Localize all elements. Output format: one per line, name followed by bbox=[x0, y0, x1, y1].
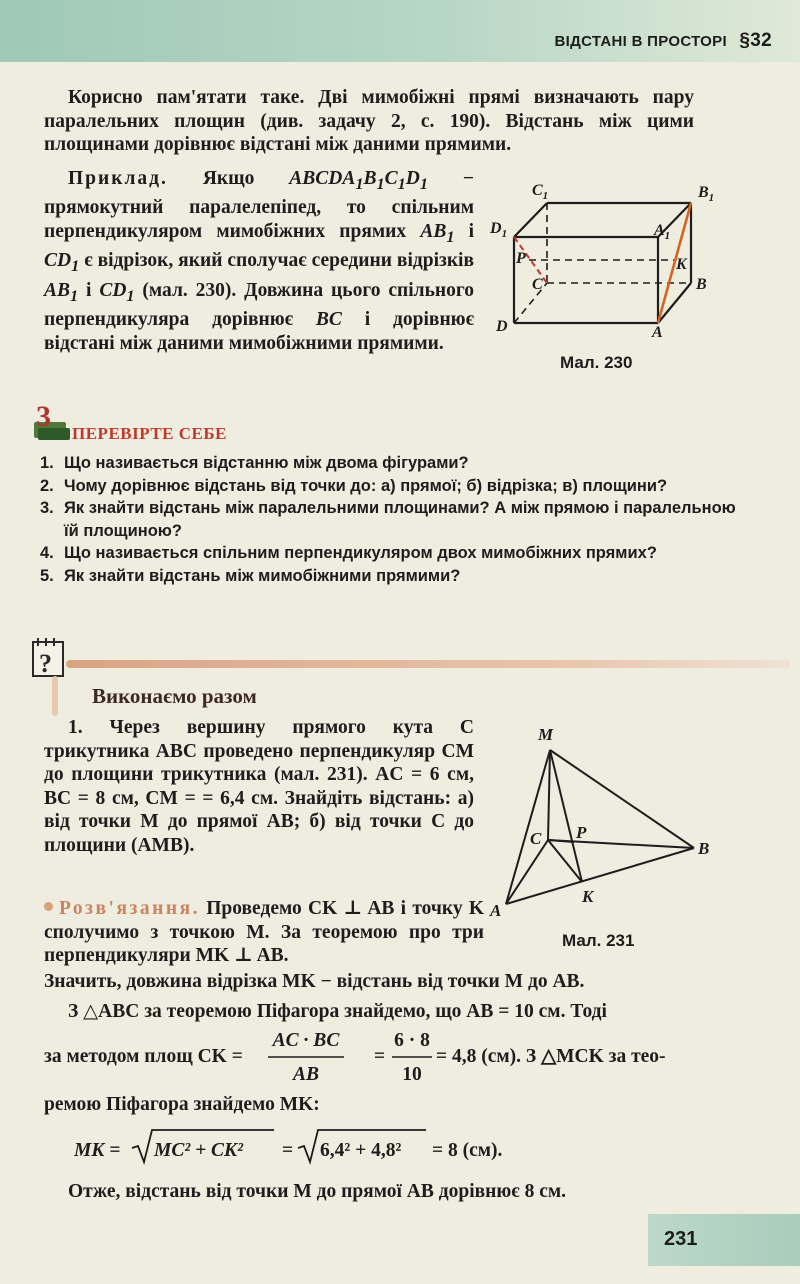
label-m: M bbox=[538, 725, 554, 744]
together-title: Виконаємо разом bbox=[92, 684, 257, 708]
svg-text:A1: $A_1$ bbox=[654, 222, 671, 242]
label-d: D bbox=[496, 318, 508, 335]
intro-paragraph: Корисно пам'ятати таке. Дві мимобіжні прямі визначають пару паралельних площин (див. задачу 2, с. 190). Відстань між цими площинами дорівнює відстані між даними прямими. bbox=[44, 87, 694, 155]
section-title: ВІДСТАНІ В ПРОСТОРІ bbox=[554, 33, 727, 50]
label-p: P bbox=[576, 823, 587, 842]
label-a1: A bbox=[654, 222, 665, 239]
example-text-b: і bbox=[468, 220, 475, 242]
mk-rad2: 6,4² + 4,8² bbox=[320, 1140, 402, 1161]
questions-list bbox=[40, 452, 740, 587]
example-text-d: і bbox=[86, 279, 92, 301]
ck-result: = 4,8 (см). З △MCK за тео- bbox=[436, 1046, 666, 1067]
task-1-statement bbox=[44, 716, 474, 857]
label-a: A bbox=[490, 901, 502, 917]
svg-text:3: 3 bbox=[36, 400, 51, 433]
ck-frac2-den: 10 bbox=[402, 1064, 422, 1085]
parallelepiped-edges bbox=[514, 203, 691, 323]
figure-230-parallelepiped bbox=[484, 175, 744, 355]
mk-rad1: MC² + CK² bbox=[154, 1140, 243, 1161]
section-accent bbox=[52, 676, 58, 716]
question-item: 1. Що називається відстанню між двома фігурами? bbox=[40, 454, 469, 472]
formula-mk bbox=[74, 1124, 534, 1174]
solution-label: Розв'язання. bbox=[59, 898, 200, 919]
svg-text:?: ? bbox=[39, 649, 52, 678]
ck-prefix: за методом площ CK = bbox=[44, 1046, 243, 1067]
question-item: 2. Чому дорівнює відстань від точки до: а) прямої; б) відрізка; в) площини? bbox=[40, 476, 668, 495]
question-item: 4. Що називається спільним перпендикуляром двох мимобіжних прямих? bbox=[40, 544, 657, 562]
question-item: 5. Як знайти відстань між мимобіжними прямими? bbox=[40, 566, 461, 585]
svg-text:=: = bbox=[374, 1046, 386, 1067]
check-yourself-title: ПЕРЕВІРТЕ СЕБЕ bbox=[72, 424, 227, 443]
example-paragraph: Приклад. Якщо $ABCDA_1B_1C_1D_1$ − прямокутний паралелепіпед, то спільним перпендикуляром мимобіжних прямих $AB_1$ і $CD_1$ є відрізок, який сполучає середини відрізків $AB_1$ і $CD_1$ (мал. 230). Довжина цього спільного перпендикуляра дорівнює BC і дорівнює відстані між даними мимобіжними прямими. bbox=[44, 168, 475, 354]
example-lead: Якщо bbox=[202, 168, 255, 189]
solution-text-3: З △ABC за теоремою Піфагора знайдемо, що AB = 10 см. Тоді bbox=[68, 1001, 607, 1022]
example-text-f: і дорівнює відстані між даними мимобіжними прямими. bbox=[44, 309, 475, 354]
label-c: C bbox=[530, 829, 542, 848]
label-b: B bbox=[698, 839, 710, 858]
solution-text-1: Проведемо CK ⊥ AB і точку K сполучимо з точкою M. За теоремою про три перпендикуляри MK ⊥ AB. bbox=[44, 898, 485, 966]
label-c: C bbox=[532, 276, 543, 293]
figure-230-caption: Мал. 230 bbox=[560, 353, 633, 372]
question-mark-icon bbox=[30, 636, 68, 680]
label-p: P bbox=[516, 250, 526, 267]
task-number: 1. bbox=[68, 717, 83, 738]
label-k: K bbox=[582, 887, 594, 906]
solution-conclusion: Отже, відстань від точки M до прямої AB дорівнює 8 см. bbox=[68, 1181, 567, 1202]
label-k: K bbox=[676, 256, 687, 273]
section-divider bbox=[66, 660, 790, 668]
mk-intro: ремою Піфагора знайдемо MK: bbox=[44, 1094, 320, 1115]
figure-231-caption: Мал. 231 bbox=[562, 931, 635, 950]
section-number: §32 bbox=[739, 30, 772, 51]
svg-text:D1: $D_1$ bbox=[490, 220, 508, 240]
svg-text:C1: $C_1$ bbox=[532, 182, 549, 202]
label-b: B bbox=[696, 276, 707, 293]
formula-ck bbox=[44, 1026, 764, 1086]
ck-frac1-num: AC · BC bbox=[272, 1030, 340, 1051]
solution-bullet-icon bbox=[44, 902, 53, 911]
page-number: 231 bbox=[664, 1228, 698, 1250]
label-c1: C bbox=[532, 182, 543, 199]
solution-text-2: Значить, довжина відрізка MK − відстань від точки M до AB. bbox=[44, 971, 585, 992]
mk-lhs: MK = bbox=[74, 1140, 121, 1161]
figure-231-pyramid bbox=[486, 722, 726, 917]
svg-text:B1: $B_1$ bbox=[698, 184, 715, 204]
label-b1: B bbox=[698, 184, 709, 201]
ck-frac2-num: 6 · 8 bbox=[394, 1030, 430, 1051]
label-a: A bbox=[652, 324, 663, 341]
task-text: Через вершину прямого кута C трикутника ABC проведено перпендикуляр CM до площини трикутника (мал. 231). AC = 6 см, BC = 8 см, CM = = 6,4 см. Знайдіть відстань: а) від точки M до прямої AB; б) від точки C до площини (AMB). bbox=[44, 717, 475, 856]
hidden-edges bbox=[514, 203, 691, 323]
question-item: 3. Як знайти відстань між паралельними площинами? А між прямою і паралельною їй площиною? bbox=[40, 499, 736, 540]
mk-result: = 8 (см). bbox=[432, 1140, 503, 1161]
ck-frac1-den: AB bbox=[292, 1064, 320, 1085]
check-yourself-icon bbox=[30, 398, 74, 444]
example-keyword: Приклад. bbox=[68, 168, 168, 189]
example-text-e: (мал. 230). Довжина цього спільного перпендикуляра дорівнює bbox=[44, 279, 474, 331]
running-header bbox=[555, 30, 773, 52]
example-text-c: є відрізок, який сполучає середини відрізків bbox=[84, 250, 475, 272]
mk-eq: = bbox=[282, 1140, 294, 1161]
solution-paragraph bbox=[44, 897, 484, 968]
example-text-a: − прямокутний паралелепіпед, то спільним перпендикуляром мимобіжних прямих bbox=[44, 168, 475, 242]
label-d1: D bbox=[490, 220, 502, 237]
